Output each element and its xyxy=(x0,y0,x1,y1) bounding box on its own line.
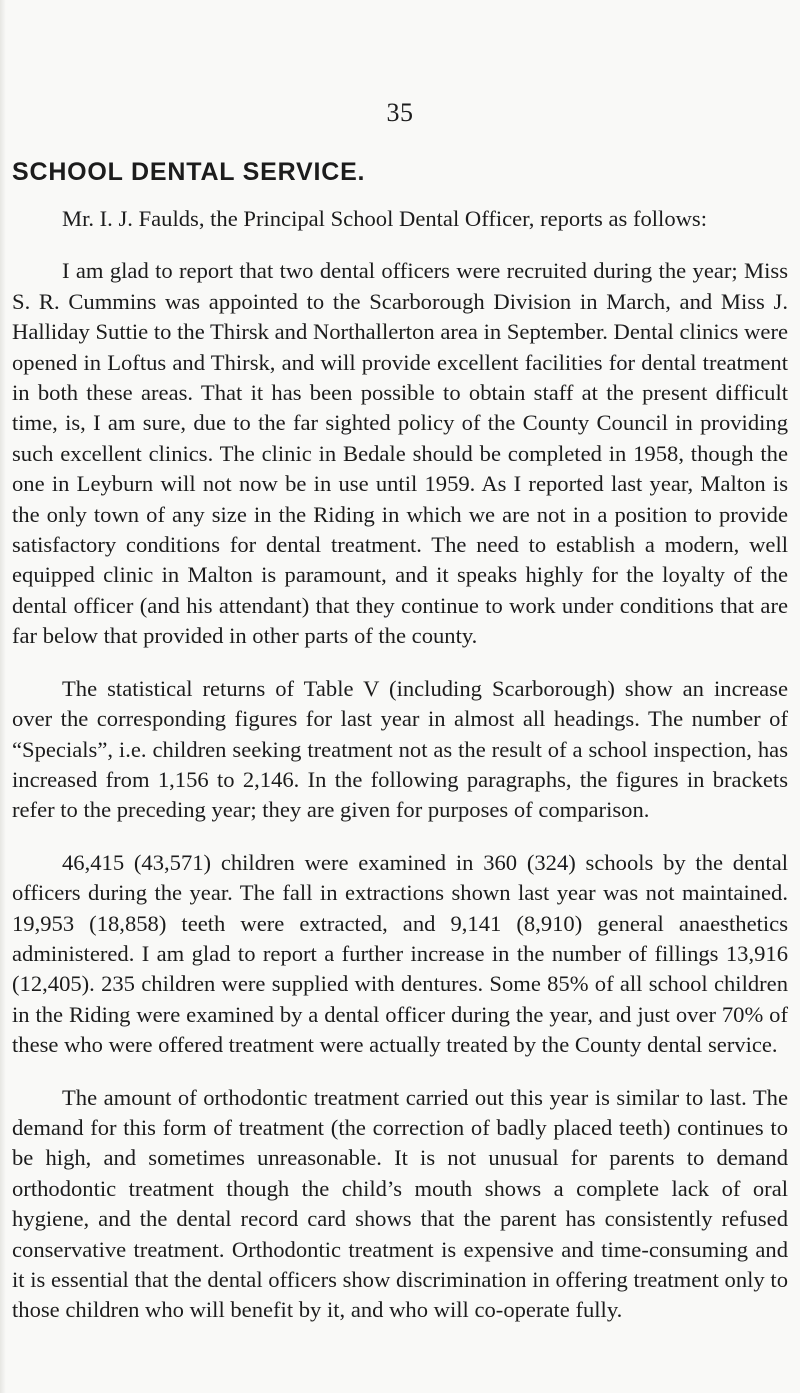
paragraph-intro: Mr. I. J. Faulds, the Principal School Dental Officer, reports as follows: xyxy=(62,206,708,231)
page-binding-edge xyxy=(0,0,6,1393)
paragraph-examination-figures: 46,415 (43,571) children were examined in 360 (324) schools by the dental officers during the year. The fall in extractions shown last year was not maintained. 19,953 (18,858) teeth were extracted, and 9,141 (8,910) general anaesthetics administered. I am glad to report a further increase in the number of fillings 13,916 (12,405). 235 children were supplied with dentures. Some 85% of all school children in the Riding were examined by a dental officer during the year, and just over 70% of these who were offered treatment were actually treated by the County dental service. xyxy=(12,849,788,1058)
section-heading: SCHOOL DENTAL SERVICE. xyxy=(12,158,366,186)
body-text xyxy=(12,204,788,1348)
paragraph-statistical-returns: The statistical returns of Table V (including Scarborough) show an increase over the corresponding figures for last year in almost all headings. The number of “Specials”, i.e. children seeking treatment not as the result of a school inspection, has increased from 1,156 to 2,146. In the following paragraphs, the figures in brackets refer to the preceding year; they are given for purposes of comparison. xyxy=(12,675,788,823)
paragraph-orthodontic-treatment: The amount of orthodontic treatment carried out this year is similar to last. The demand for this form of treatment (the correction of badly placed teeth) continues to be high, and sometimes unreasonable. It is not unusual for parents to demand orthodontic treatment though the child’s mouth shows a complete lack of oral hygiene, and the dental record card shows that the parent has consistently refused conservative treatment. Orthodontic treatment is expensive and time-consuming and it is essential that the dental officers show discrimination in offering treatment only to those children who will benefit by it, and who will co-operate fully. xyxy=(12,1084,788,1323)
paragraph-staffing-clinics: I am glad to report that two dental officers were recruited during the year; Miss S. R. Cummins was appointed to the Scarborough Division in March, and Miss J. Halliday Suttie to the Thirsk and Northallerton area in September. Dental clinics were opened in Loftus and Thirsk, and will provide excellent facilities for dental treatment in both these areas. That it has been possible to obtain staff at the present difficult time, is, I am sure, due to the far sighted policy of the County Council in providing such excellent clinics. The clinic in Bedale should be completed in 1958, though the one in Leyburn will not now be in use until 1959. As I reported last year, Malton is the only town of any size in the Riding in which we are not in a position to provide satisfactory conditions for dental treatment. The need to establish a modern, well equipped clinic in Malton is paramount, and it speaks highly for the loyalty of the dental officer (and his attendant) that they continue to work under conditions that are far below that provided in other parts of the county. xyxy=(12,258,788,649)
page-number: 35 xyxy=(386,98,414,127)
